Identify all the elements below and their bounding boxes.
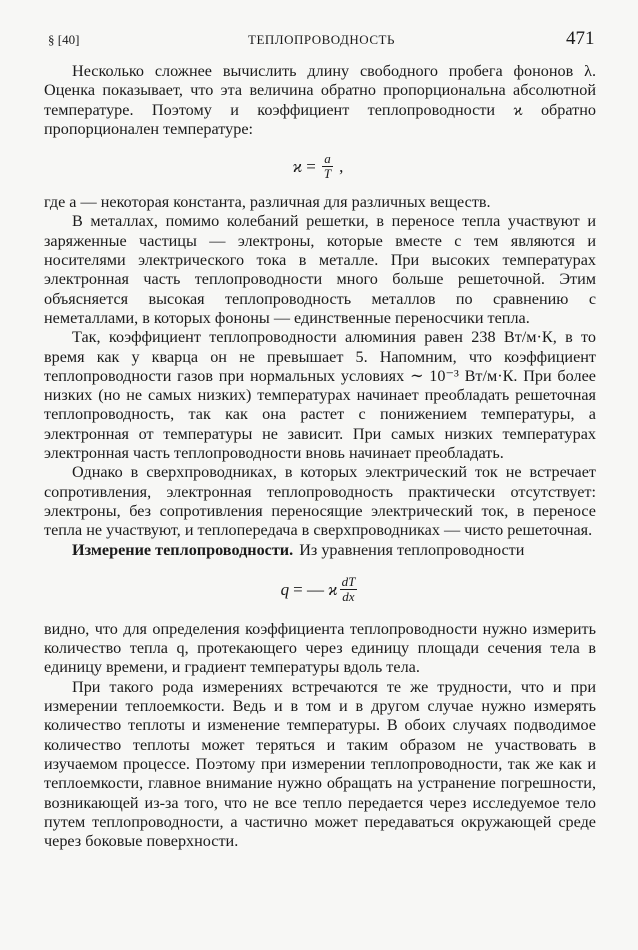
fraction-numerator: a <box>324 150 331 166</box>
fraction-denominator: T <box>323 165 332 181</box>
paragraph-text: Из уравнения теплопроводности <box>299 540 525 559</box>
fraction-denominator: dx <box>342 589 355 605</box>
formula-operator: = — <box>293 580 325 600</box>
formula-conductivity <box>44 139 596 193</box>
page-number: 471 <box>566 28 595 49</box>
fraction <box>322 152 333 181</box>
fraction-numerator: dT <box>341 574 356 590</box>
paragraph: Однако в сверхпроводниках, в которых электрический ток не встречает сопротивления, электронная теплопроводность практически отсутствует: электроны, без сопротивления переносящие электрический ток, в переносе тепла не участвуют, и теплопередача в сверхпроводниках — чисто решеточная. <box>44 463 596 540</box>
paragraph: Так, коэффициент теплопроводности алюминия равен 238 Вт/м·К, в то время как у кварца он не превышает 5. Напомним, что коэффициент теплопроводности газов при нормальных условиях ∼ 10⁻³ Вт/м·К. При более низких (но не самых низких) температурах начинает преобладать решеточная теплопроводность, так как она растет с понижением температуры, а электронная от температуры не зависит. При самых низких температурах электронная часть теплопроводности вновь начинает преобладать. <box>44 328 596 463</box>
paragraph: видно, что для определения коэффициента теплопроводности нужно измерить количество тепла q, протекающего через единицу площади сечения тела в единицу времени, и градиент температуры вдоль тела. <box>44 619 596 677</box>
running-title: ТЕПЛОПРОВОДНОСТЬ <box>248 32 395 47</box>
paragraph-with-heading <box>44 541 596 560</box>
formula-heat-equation <box>44 560 596 620</box>
paragraph: В металлах, помимо колебаний решетки, в переносе тепла участвуют и заряженные частицы — электроны, которые вместе с тем являются и носителями электрического тока в металле. При высоких температурах электронная часть теплопроводности много больше решеточной. Этим объясняется высокая теплопроводность металлов по сравнению с неметаллами, в которых фононы — единственные переносчики тепла. <box>44 212 596 327</box>
page-body <box>44 62 596 851</box>
paragraph: При такого рода измерениях встречаются те же трудности, что и при измерении теплоемкости. Ведь и в том и в другом случае нужно измерять количество теплоты и изменение температуры. В обоих случаях подводимое количество теплоты может теряться и таким образом не участвовать в изучаемом процессе. Поэтому при измерении теплопроводности, так же как и теплоемкости, главное внимание нужно обращать на устранение погрешности, возникающей из-за того, что не все тепло передается через исследуемое тело путем теплопроводности, а частично может передаваться окружающей среде через боковые поверхности. <box>44 677 596 851</box>
run-in-heading: Измерение теплопроводности. <box>72 540 294 559</box>
formula-symbol: q <box>280 580 290 600</box>
paragraph: где a — некоторая константа, различная для различных веществ. <box>44 193 491 212</box>
formula-symbol: ϰ <box>292 156 303 176</box>
formula-operator: = <box>306 156 316 176</box>
formula-punctuation: , <box>339 156 344 176</box>
paragraph: Несколько сложнее вычислить длину свободного пробега фононов λ. Оценка показывает, что эта величина обратно пропорциональна абсолютной температуре. Поэтому и коэффициент теплопроводности ϰ обратно пропорционален температуре: <box>44 62 596 138</box>
section-number: § [40] <box>48 32 80 47</box>
fraction <box>340 575 358 604</box>
running-header <box>0 28 638 52</box>
formula-symbol: ϰ <box>328 580 338 600</box>
